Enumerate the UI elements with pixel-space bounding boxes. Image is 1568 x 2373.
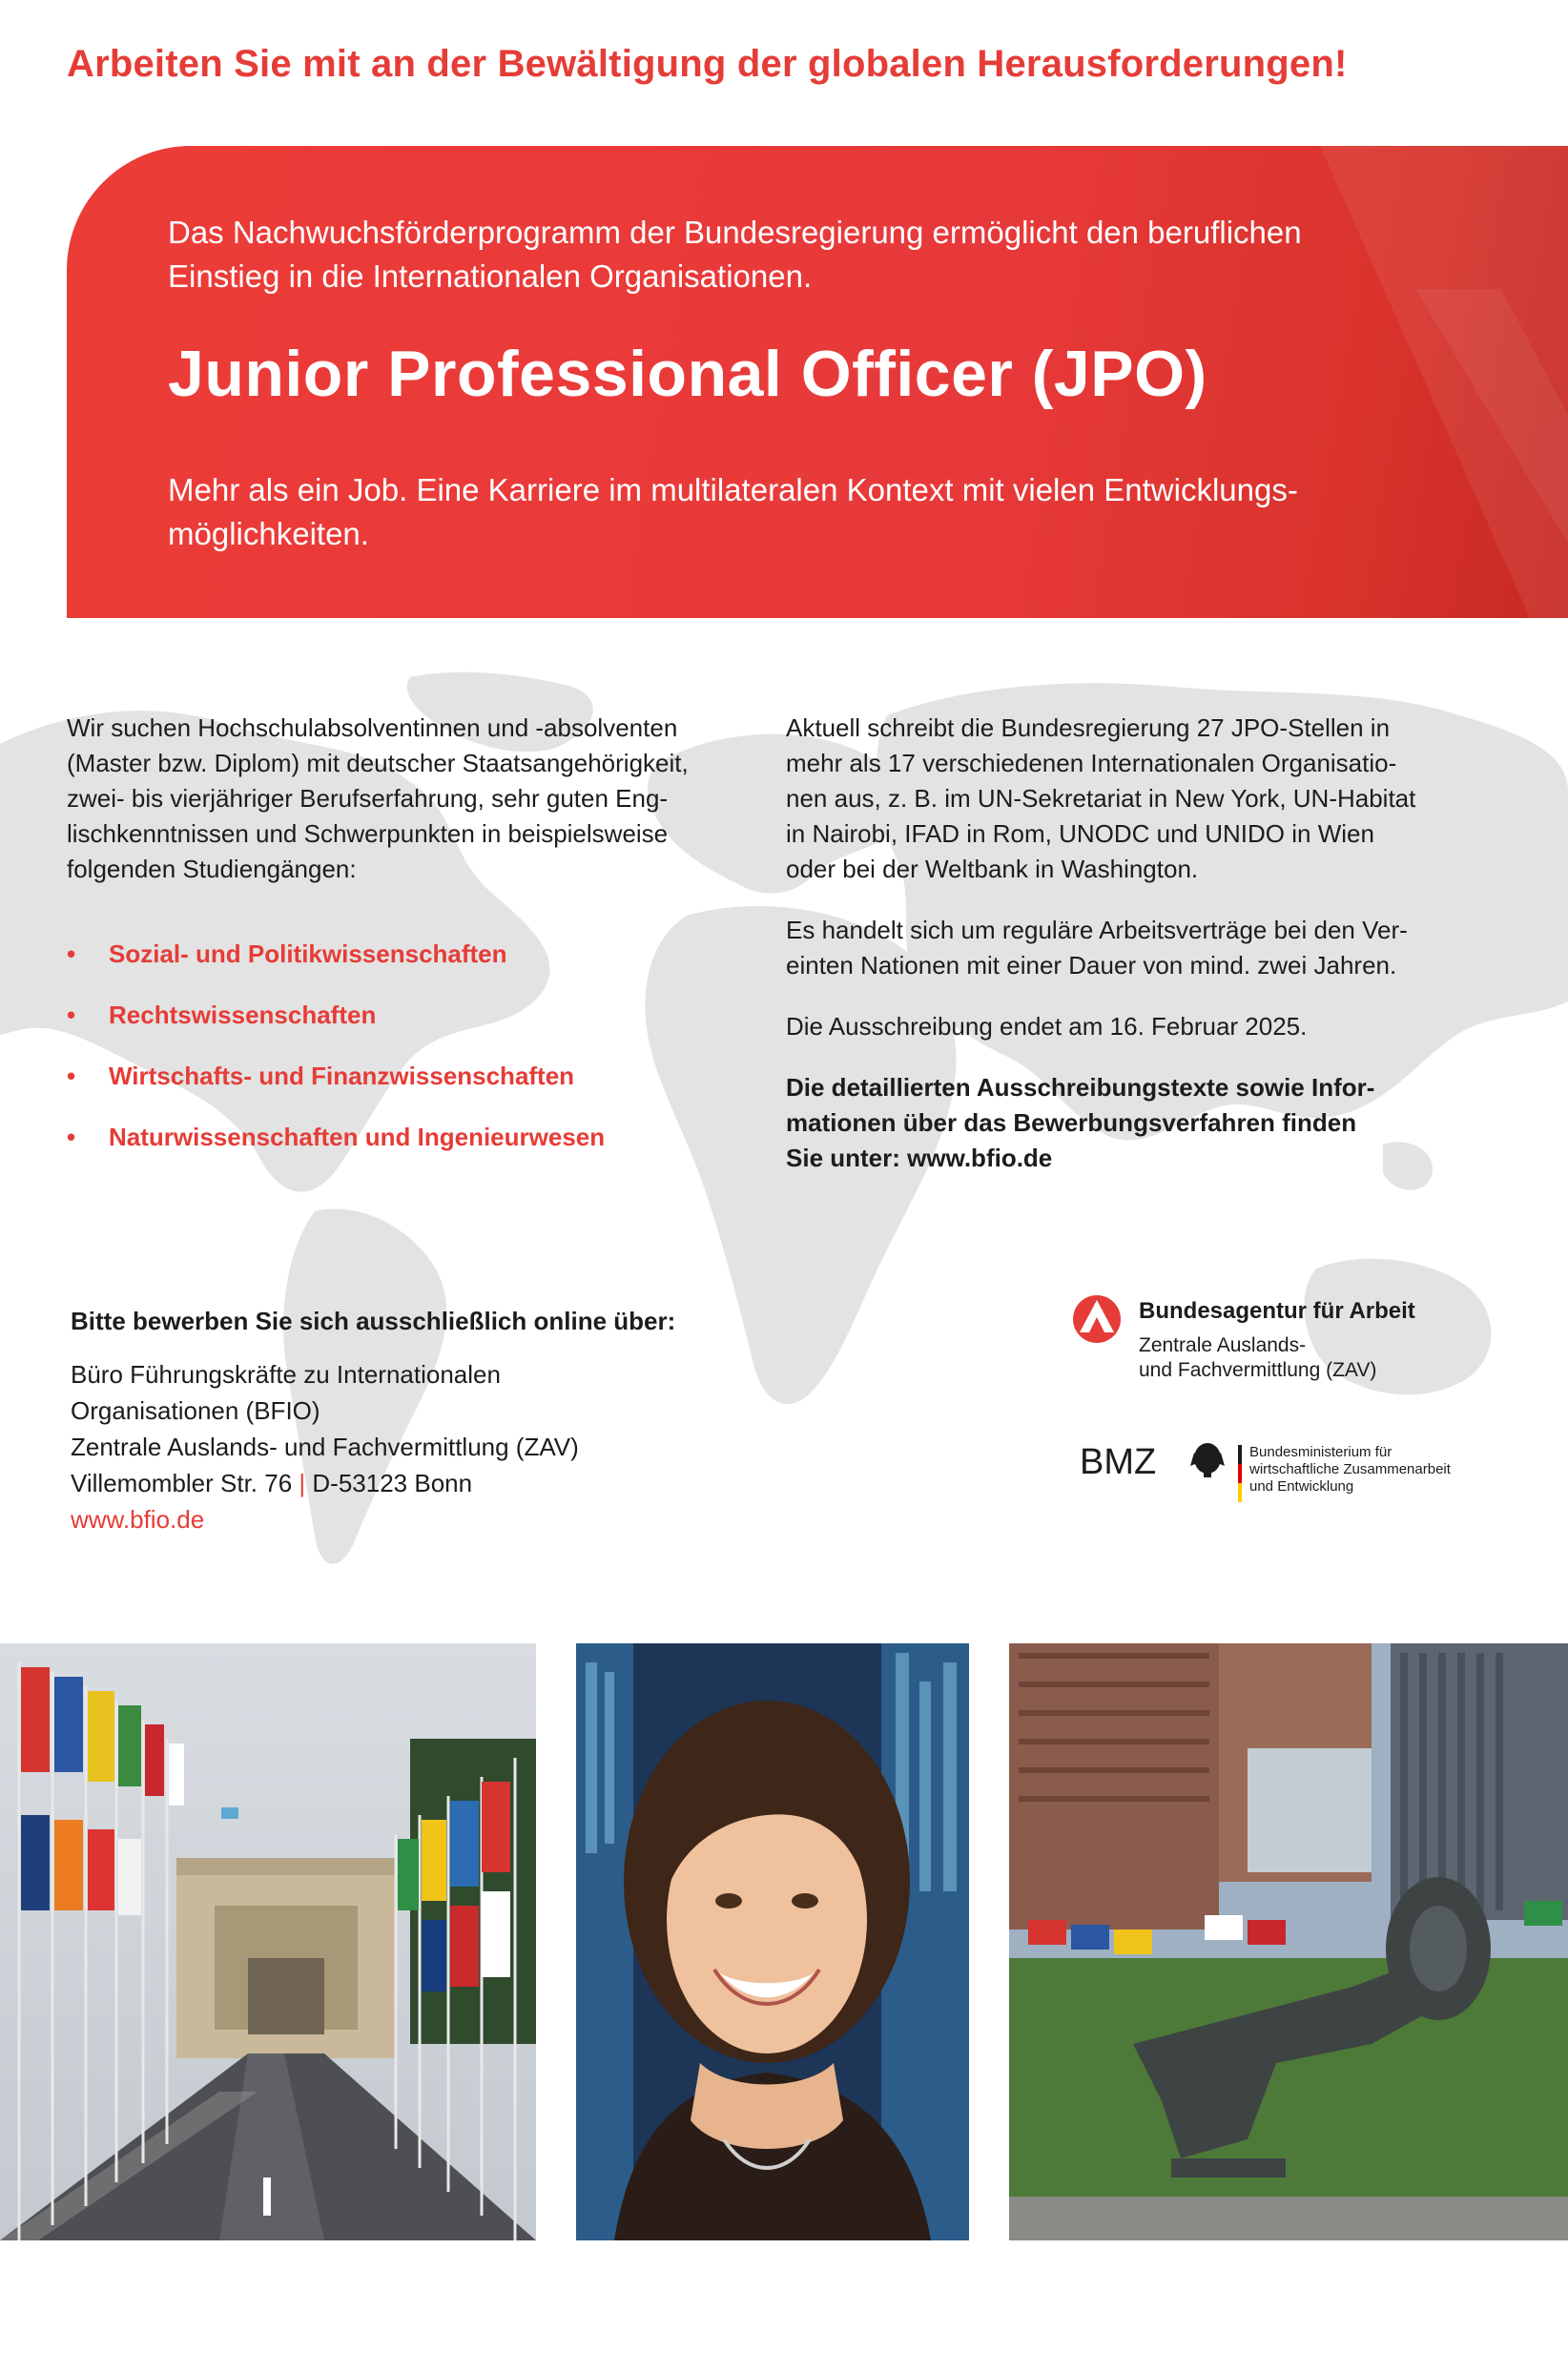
study-fields-list <box>67 937 753 1155</box>
paragraph-line: nen aus, z. B. im UN-Sekretariat in New York, UN-Habitat <box>786 784 1416 813</box>
address-line <box>71 1465 834 1501</box>
details-column <box>786 711 1501 1202</box>
program-title: Junior Professional Officer (JPO) <box>168 338 1207 410</box>
flag-bar-red <box>1238 1464 1242 1483</box>
bmz-name: Bundesministerium für <box>1249 1444 1393 1460</box>
deadline-paragraph: Die Ausschreibung endet am 16. Februar 2025. <box>786 1012 1308 1041</box>
org-line: Büro Führungskräfte zu Internationalen <box>71 1360 501 1389</box>
requirements-line: lischkenntnissen und Schwerpunkten in beispielsweise <box>67 819 669 848</box>
paragraph-line[interactable]: Sie unter: www.bfio.de <box>786 1144 1053 1172</box>
separator: | <box>299 1469 306 1497</box>
requirements-line: Wir suchen Hochschulabsolventinnen und -absolventen <box>67 713 678 742</box>
federal-eagle-icon <box>1190 1443 1225 1477</box>
application-lead: Bitte bewerben Sie sich ausschließlich online über: <box>71 1307 676 1335</box>
program-subtitle <box>168 468 1503 556</box>
requirements-column <box>67 711 753 1181</box>
bmz-name: wirtschaftliche Zusammenarbeit <box>1249 1461 1451 1477</box>
list-item: • Sozial- und Politikwissenschaften <box>67 937 753 972</box>
requirements-text <box>67 711 753 887</box>
org-line: Organisationen (BFIO) <box>71 1396 320 1425</box>
list-item: • Naturwissenschaften und Ingenieurwesen <box>67 1120 753 1155</box>
paragraph-line: mehr als 17 verschiedenen Internationalen Organisatio- <box>786 749 1397 777</box>
paragraph-line: in Nairobi, IFAD in Rom, UNODC und UNIDO in Wien <box>786 819 1374 848</box>
ba-sub: und Fachvermittlung (ZAV) <box>1139 1359 1377 1381</box>
list-item: • Rechtswissenschaften <box>67 998 753 1033</box>
portrait-photo <box>576 1643 969 2240</box>
ba-sub: Zentrale Auslands- <box>1139 1334 1307 1356</box>
bmz-name: und Entwicklung <box>1249 1478 1354 1495</box>
paragraph-line: Es handelt sich um reguläre Arbeitsverträge bei den Ver- <box>786 916 1408 944</box>
requirements-line: folgenden Studiengängen: <box>67 855 357 883</box>
page-headline: Arbeiten Sie mit an der Bewältigung der globalen Herausforderungen! <box>67 43 1348 85</box>
intro-line: Einstieg in die Internationalen Organisationen. <box>168 258 813 294</box>
city: D-53123 Bonn <box>312 1469 473 1497</box>
hero-banner <box>67 146 1568 618</box>
paragraph-line: oder bei der Weltbank in Washington. <box>786 855 1199 883</box>
sponsor-logos <box>1072 1292 1530 1550</box>
flag-alley-photo <box>0 1643 536 2240</box>
subtitle-line: möglichkeiten. <box>168 516 369 551</box>
contract-paragraph <box>786 913 1501 983</box>
knotted-gun-sculpture-photo <box>1009 1643 1568 2240</box>
positions-paragraph <box>786 711 1501 887</box>
subtitle-line: Mehr als ein Job. Eine Karriere im multilateralen Kontext mit vielen Entwicklungs- <box>168 472 1298 507</box>
ba-logo-icon <box>1073 1295 1121 1343</box>
requirements-line: (Master bzw. Diplom) mit deutscher Staatsangehörigkeit, <box>67 749 689 777</box>
program-intro <box>168 211 1503 299</box>
org-line: Zentrale Auslands- und Fachvermittlung (ZAV) <box>71 1433 579 1461</box>
paragraph-line: einten Nationen mit einer Dauer von mind. zwei Jahren. <box>786 951 1397 980</box>
ba-name: Bundesagentur für Arbeit <box>1139 1298 1415 1324</box>
website-link[interactable]: www.bfio.de <box>71 1505 205 1534</box>
paragraph-line: Aktuell schreibt die Bundesregierung 27 JPO-Stellen in <box>786 713 1391 742</box>
street: Villemombler Str. 76 <box>71 1469 293 1497</box>
requirements-line: zwei- bis vierjähriger Berufserfahrung, sehr guten Eng- <box>67 784 669 813</box>
info-paragraph <box>786 1070 1501 1176</box>
flag-bar-gold <box>1238 1483 1242 1502</box>
flag-bar-black <box>1238 1445 1242 1464</box>
list-item: • Wirtschafts- und Finanzwissenschaften <box>67 1059 753 1094</box>
paragraph-line: Die detaillierten Ausschreibungstexte sowie Infor- <box>786 1073 1375 1102</box>
bmz-abbr: BMZ <box>1080 1442 1157 1482</box>
intro-line: Das Nachwuchsförderprogramm der Bundesregierung ermöglicht den beruflichen <box>168 215 1302 250</box>
application-contact <box>71 1303 834 1537</box>
paragraph-line: mationen über das Bewerbungsverfahren finden <box>786 1108 1357 1137</box>
